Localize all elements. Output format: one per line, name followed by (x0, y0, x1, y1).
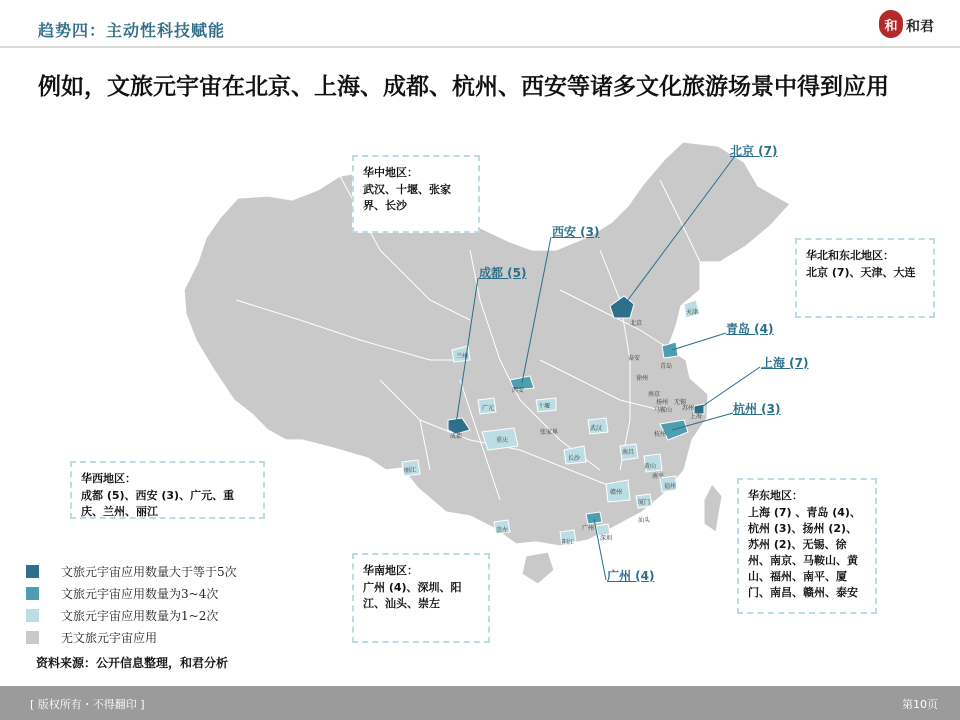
city-label-nanchang: 南昌 (622, 449, 635, 456)
taiwan-island (704, 484, 722, 532)
legend-label-1-2: 文旅元宇宙应用数量为1~2次 (61, 608, 219, 623)
footer-copyright: [ 版权所有・不得翻印 ] (30, 698, 145, 711)
region-central-body: 武汉、十堰、张家界、长沙 (363, 183, 451, 212)
region-box-north (795, 238, 935, 318)
city-label-shanghai: 上海 (690, 413, 703, 420)
city-label-nanping: 南平 (652, 473, 665, 480)
legend-item-1-2 (26, 604, 237, 626)
city-label-lijiang: 丽江 (404, 467, 417, 474)
region-north-body: 北京 (7)、天津、大连 (806, 266, 916, 279)
city-label-changsha: 长沙 (568, 455, 581, 462)
city-label-hangzhou: 杭州 (654, 431, 667, 438)
legend-item-none (26, 626, 237, 648)
region-box-east (737, 478, 877, 614)
city-label-qingdao: 青岛 (660, 363, 673, 370)
callout-beijing: 北京 (7) (730, 144, 778, 158)
legend-label-3-4: 文旅元宇宙应用数量为3~4次 (61, 586, 219, 601)
city-label-xian: 西安 (512, 387, 525, 394)
city-label-shiyan: 十堰 (538, 403, 551, 410)
city-label-chongqing: 重庆 (496, 437, 509, 444)
city-label-shantou: 汕头 (638, 517, 651, 524)
city-label-taian: 泰安 (628, 355, 641, 362)
city-label-lanzhou: 兰州 (456, 353, 469, 360)
legend-label-ge5: 文旅元宇宙应用数量大于等于5次 (61, 564, 237, 579)
legend-item-ge5 (26, 560, 237, 582)
map-legend (26, 560, 237, 648)
city-label-guangyuan: 广元 (482, 405, 495, 412)
city-label-maanshan: 马鞍山 (654, 407, 673, 414)
region-east-body: 上海 (7) 、青岛 (4)、杭州 (3)、扬州 (2)、苏州 (2)、无锡、徐州、南京、马鞍山、黄山、福州、南平、厦门、南昌、赣州、泰安 (748, 506, 861, 599)
callout-xian: 西安 (3) (552, 225, 600, 239)
headline: 例如，文旅元宇宙在北京、上海、成都、杭州、西安等诸多文化旅游场景中得到应用 (38, 73, 889, 100)
city-label-xiamen: 厦门 (638, 499, 651, 506)
city-label-tianjin: 天津 (686, 309, 699, 316)
city-label-chengdu: 成都 (450, 433, 463, 440)
city-label-xuzhou: 徐州 (636, 375, 649, 382)
city-label-zhangjiajie: 张家界 (540, 429, 559, 436)
region-north-title: 华北和东北地区： (806, 249, 894, 262)
city-label-chongzuo: 崇左 (496, 527, 509, 534)
region-west-title: 华西地区： (81, 472, 136, 485)
region-guangzhou (586, 512, 602, 524)
legend-swatch-3-4 (26, 587, 39, 600)
logo-seal-icon: 和 (879, 10, 903, 38)
city-label-beijing: 北京 (630, 320, 643, 327)
city-label-yangjiang: 阳江 (562, 539, 575, 546)
legend-label-none: 无文旅元宇宙应用 (61, 630, 158, 645)
city-label-guangzhou: 广州 (582, 525, 595, 532)
city-label-wuxi: 无锡 (674, 399, 687, 406)
region-central-title: 华中地区： (363, 166, 418, 179)
legend-swatch-none (26, 631, 39, 644)
china-landmass (184, 142, 790, 546)
city-label-fuzhou: 福州 (664, 483, 677, 490)
region-south-body: 广州 (4)、深圳、阳江、汕头、崇左 (363, 581, 462, 610)
callout-guangzhou: 广州 (4) (607, 569, 655, 583)
legend-item-3-4 (26, 582, 237, 604)
region-box-south (352, 553, 490, 643)
footer-bar (0, 686, 960, 720)
hainan-island (522, 552, 554, 584)
callout-chengdu: 成都 (5) (479, 266, 527, 280)
region-south-title: 华南地区： (363, 564, 418, 577)
logo-text: 和君 (906, 19, 934, 35)
legend-swatch-ge5 (26, 565, 39, 578)
city-label-huangshan: 黄山 (644, 463, 657, 470)
city-label-shenzhen: 深圳 (600, 535, 613, 542)
page-number: 第10页 (902, 698, 938, 711)
region-east-title: 华东地区： (748, 489, 803, 502)
callout-shanghai: 上海 (7) (761, 356, 809, 370)
city-label-ganzhou: 赣州 (610, 489, 623, 496)
city-label-wuhan: 武汉 (590, 425, 603, 432)
callout-hangzhou: 杭州 (3) (733, 402, 781, 416)
city-label-nanjing: 南京 (648, 391, 661, 398)
source-note: 资料来源：公开信息整理，和君分析 (36, 656, 229, 670)
city-label-yangzhou: 扬州 (656, 399, 669, 406)
legend-swatch-1-2 (26, 609, 39, 622)
region-west-body: 成都 (5)、西安 (3)、广元、重庆、兰州、丽江 (81, 489, 235, 518)
city-label-suzhou: 苏州 (682, 405, 695, 412)
region-box-west (70, 461, 265, 519)
region-box-central (352, 155, 480, 233)
page-title: 趋势四：主动性科技赋能 (38, 21, 226, 40)
callout-qingdao: 青岛 (4) (726, 322, 774, 336)
